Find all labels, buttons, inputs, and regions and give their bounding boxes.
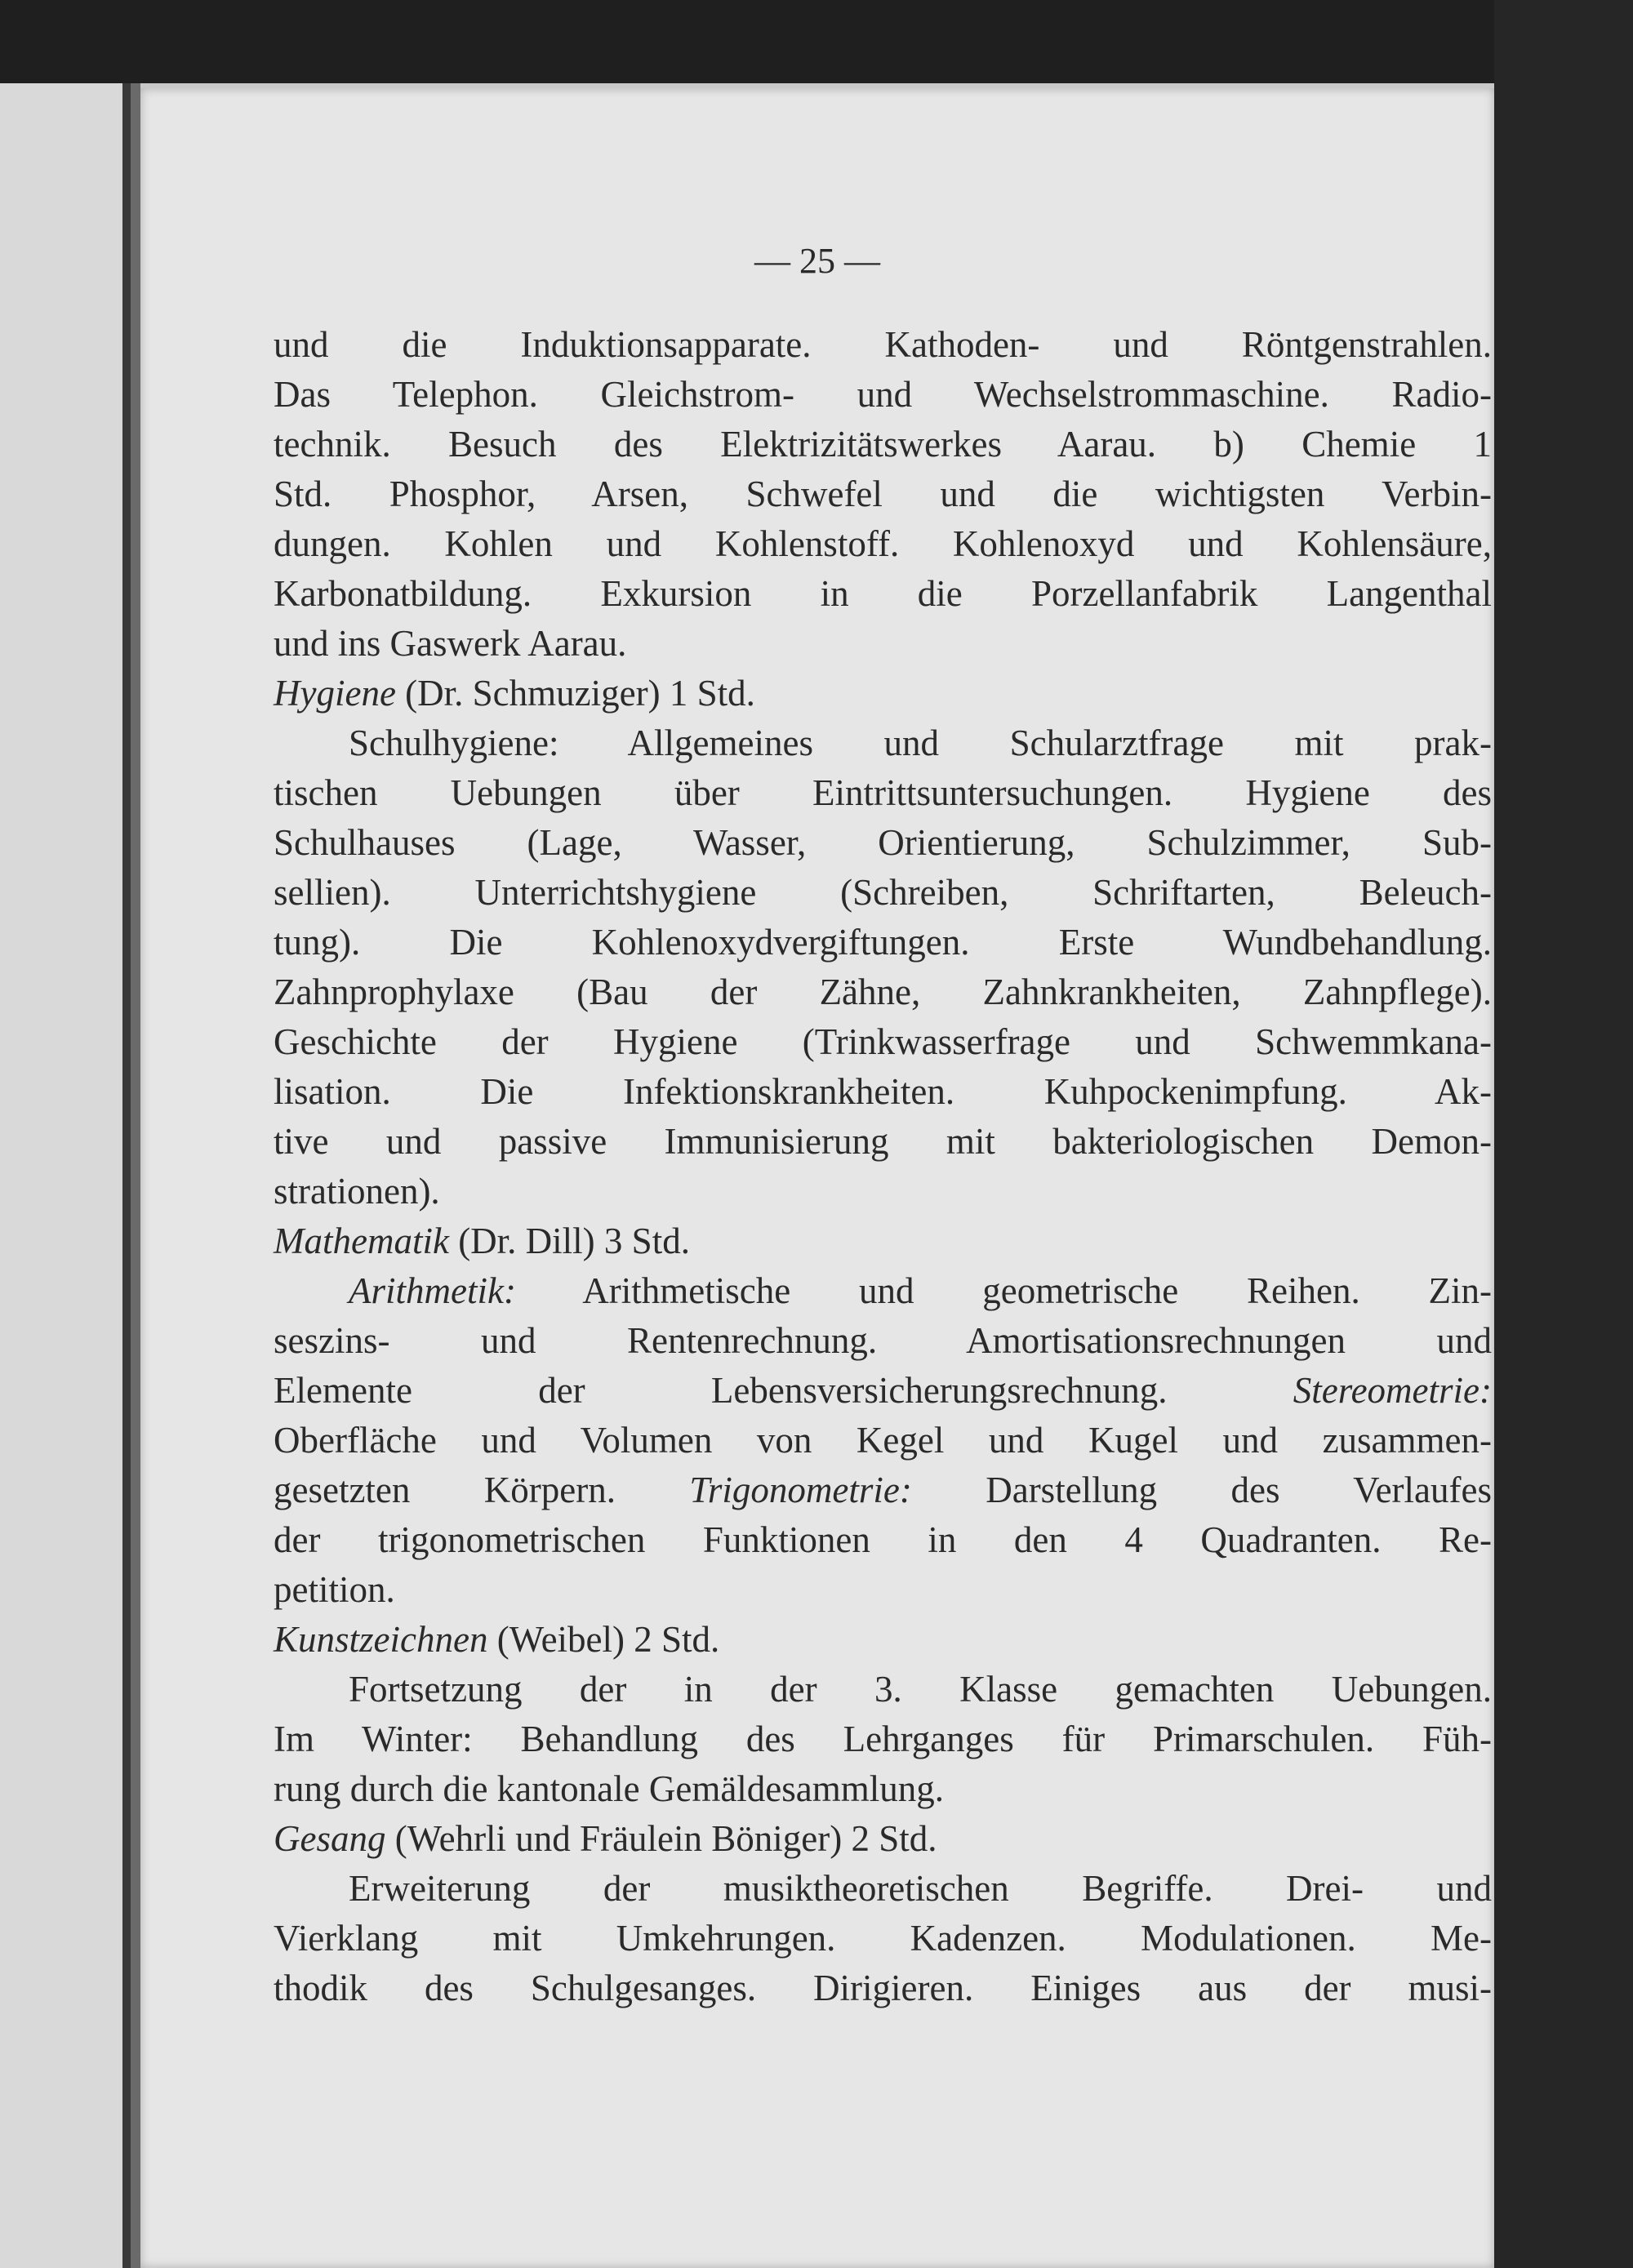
subject-details: (Weibel) 2 Std. bbox=[487, 1619, 720, 1660]
text-line bbox=[274, 1465, 1492, 1515]
text-segment: gesetzten Körpern. bbox=[274, 1470, 690, 1510]
subject-details: (Dr. Dill) 3 Std. bbox=[448, 1221, 690, 1261]
page-body-text bbox=[274, 320, 1492, 2013]
text-line: und die Induktionsapparate. Kathoden- und Röntgenstrahlen. bbox=[274, 324, 1492, 365]
book-gutter-shadow bbox=[122, 83, 131, 2268]
text-line: Das Telephon. Gleichstrom- und Wechselstrommaschine. Radio- bbox=[274, 374, 1492, 415]
scan-background-top bbox=[0, 0, 1633, 83]
book-gutter bbox=[131, 83, 140, 2268]
text-segment: Elemente der Lebensversicherungsrechnung. bbox=[274, 1370, 1293, 1411]
text-line: tung). Die Kohlenoxydvergiftungen. Erste Wundbehandlung. bbox=[274, 922, 1492, 963]
page-number: — 25 — bbox=[754, 241, 880, 281]
subject-title: Kunstzeichnen bbox=[274, 1619, 488, 1660]
text-line: Geschichte der Hygiene (Trinkwasserfrage und Schwemmkana- bbox=[274, 1021, 1492, 1062]
text-line: Fortsetzung der in der 3. Klasse gemachten Uebungen. bbox=[349, 1669, 1492, 1710]
subject-title: Hygiene bbox=[274, 673, 396, 714]
text-line: lisation. Die Infektionskrankheiten. Kuhpockenimpfung. Ak- bbox=[274, 1071, 1492, 1112]
text-line: dungen. Kohlen und Kohlenstoff. Kohlenoxyd und Kohlensäure, bbox=[274, 523, 1492, 564]
text-line: technik. Besuch des Elektrizitätswerkes Aarau. b) Chemie 1 bbox=[274, 424, 1492, 465]
text-line: petition. bbox=[274, 1569, 395, 1610]
text-line: sellien). Unterrichtshygiene (Schreiben, Schriftarten, Beleuch- bbox=[274, 872, 1492, 913]
text-line: rung durch die kantonale Gemäldesammlung. bbox=[274, 1768, 945, 1809]
text-line: thodik des Schulgesanges. Dirigieren. Einiges aus der musi- bbox=[274, 1968, 1492, 2008]
text-line: Oberfläche und Volumen von Kegel und Kugel und zusammen- bbox=[274, 1420, 1492, 1461]
book-page bbox=[140, 88, 1494, 2268]
text-line: Vierklang mit Umkehrungen. Kadenzen. Modulationen. Me- bbox=[274, 1918, 1492, 1959]
text-line bbox=[274, 1366, 1492, 1416]
subtopic-title: Trigonometrie: bbox=[689, 1470, 912, 1510]
facing-page-edge bbox=[0, 83, 137, 2268]
text-segment: Arithmetische und geometrische Reihen. Zin- bbox=[515, 1270, 1492, 1311]
text-line: strationen). bbox=[274, 1171, 440, 1212]
scan-background-right bbox=[1494, 0, 1633, 2268]
text-line: Schulhauses (Lage, Wasser, Orientierung, Schulzimmer, Sub- bbox=[274, 822, 1492, 863]
subject-heading-kunstzeichnen bbox=[274, 1615, 1492, 1665]
text-line bbox=[274, 1266, 1492, 1316]
subject-details: (Wehrli und Fräulein Böniger) 2 Std. bbox=[385, 1818, 937, 1859]
subject-heading-gesang bbox=[274, 1814, 1492, 1864]
text-line: der trigonometrischen Funktionen in den 4 Quadranten. Re- bbox=[274, 1519, 1492, 1560]
text-line: Std. Phosphor, Arsen, Schwefel und die wichtigsten Verbin- bbox=[274, 474, 1492, 514]
subject-details: (Dr. Schmuziger) 1 Std. bbox=[395, 673, 755, 714]
text-line: Im Winter: Behandlung des Lehrganges für Primarschulen. Füh- bbox=[274, 1719, 1492, 1759]
subject-title: Mathematik bbox=[274, 1221, 449, 1261]
text-line: und ins Gaswerk Aarau. bbox=[274, 623, 627, 664]
subtopic-title: Stereometrie: bbox=[1293, 1370, 1492, 1411]
text-line: tischen Uebungen über Eintrittsuntersuchungen. Hygiene des bbox=[274, 772, 1492, 813]
text-line: seszins- und Rentenrechnung. Amortisationsrechnungen und bbox=[274, 1320, 1492, 1361]
text-line: Erweiterung der musiktheoretischen Begriffe. Drei- und bbox=[349, 1868, 1492, 1909]
text-segment: Darstellung des Verlaufes bbox=[911, 1470, 1492, 1510]
subject-title: Gesang bbox=[274, 1818, 386, 1859]
text-line: tive und passive Immunisierung mit bakteriologischen Demon- bbox=[274, 1121, 1492, 1162]
subject-heading-mathematik bbox=[274, 1216, 1492, 1266]
text-line: Karbonatbildung. Exkursion in die Porzellanfabrik Langenthal bbox=[274, 573, 1492, 614]
subtopic-title: Arithmetik: bbox=[349, 1270, 516, 1311]
text-line: Zahnprophylaxe (Bau der Zähne, Zahnkrankheiten, Zahnpflege). bbox=[274, 972, 1492, 1012]
text-line: Schulhygiene: Allgemeines und Schularztfrage mit prak- bbox=[349, 723, 1492, 763]
subject-heading-hygiene bbox=[274, 669, 1492, 718]
